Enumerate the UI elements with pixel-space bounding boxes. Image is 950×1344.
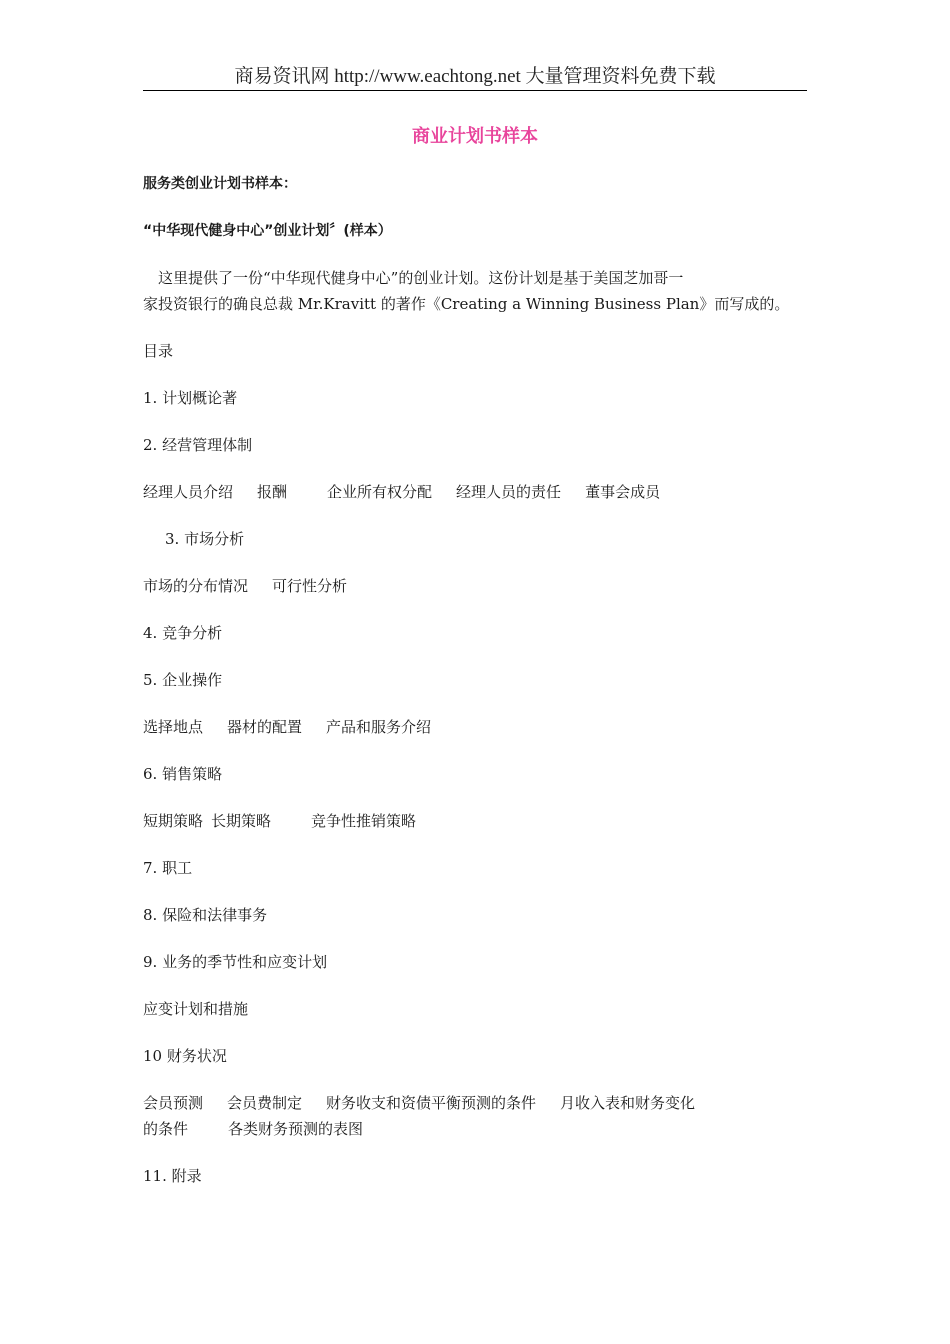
toc-section-3-items xyxy=(143,575,347,597)
toc-section-4: 4. 竞争分析 xyxy=(143,624,223,642)
document-subtitle: 服务类创业计划书样本： xyxy=(143,176,297,192)
toc-section-5-items xyxy=(143,716,431,738)
toc-item: 市场的分布情况 xyxy=(143,577,249,595)
toc-item: 报酬 xyxy=(257,483,288,501)
toc-item: 短期策略 xyxy=(143,812,204,830)
toc-item: 竞争性推销策略 xyxy=(311,812,417,830)
header-divider xyxy=(143,90,807,91)
toc-item: 董事会成员 xyxy=(585,483,661,501)
toc-item: 月收入表和财务变化 xyxy=(560,1094,696,1112)
toc-section-2: 2. 经营管理体制 xyxy=(143,436,253,454)
toc-item: 财务收支和资债平衡预测的条件 xyxy=(326,1094,537,1112)
intro-line-1: 这里提供了一份“中华现代健身中心”的创业计划。这份计划是基于美国芝加哥一 xyxy=(143,269,684,287)
toc-section-1: 1. 计划概论著 xyxy=(143,389,238,407)
toc-item: 长期策略 xyxy=(211,812,272,830)
toc-item: 会员费制定 xyxy=(227,1094,303,1112)
toc-item: 企业所有权分配 xyxy=(327,483,433,501)
toc-section-5: 5. 企业操作 xyxy=(143,671,223,689)
toc-section-10: 10 财务状况 xyxy=(143,1047,227,1065)
toc-section-9: 9. 业务的季节性和应变计划 xyxy=(143,953,328,971)
toc-section-7: 7. 职工 xyxy=(143,859,193,877)
plan-name: “中华现代健身中心”创业计划〞(样本） xyxy=(143,223,392,239)
toc-section-10-items-line2 xyxy=(143,1118,363,1140)
toc-section-8: 8. 保险和法律事务 xyxy=(143,906,268,924)
toc-item: 的条件 xyxy=(143,1120,189,1138)
toc-item: 经理人员的责任 xyxy=(456,483,562,501)
toc-item: 产品和服务介绍 xyxy=(326,718,432,736)
toc-item: 器材的配置 xyxy=(227,718,303,736)
toc-section-10-items-line1 xyxy=(143,1092,695,1114)
toc-section-9-items: 应变计划和措施 xyxy=(143,1000,249,1018)
page-header: 商易资讯网 http://www.eachtong.net 大量管理资料免费下载 xyxy=(234,66,716,87)
intro-line-2: 家投资银行的确良总裁 Mr.Kravitt 的著作《Creating a Winning Business Plan》而写成的。 xyxy=(143,295,790,313)
toc-item: 各类财务预测的表图 xyxy=(228,1120,364,1138)
toc-section-6-items xyxy=(143,810,416,832)
toc-item: 经理人员介绍 xyxy=(143,483,234,501)
toc-item: 会员预测 xyxy=(143,1094,204,1112)
toc-section-6: 6. 销售策略 xyxy=(143,765,223,783)
document-title: 商业计划书样本 xyxy=(412,126,538,147)
toc-section-2-items xyxy=(143,481,660,503)
toc-item: 可行性分析 xyxy=(272,577,348,595)
toc-section-3: 3. 市场分析 xyxy=(165,530,245,548)
toc-item: 选择地点 xyxy=(143,718,204,736)
toc-section-11: 11. 附录 xyxy=(143,1167,202,1185)
toc-heading: 目录 xyxy=(143,342,174,360)
